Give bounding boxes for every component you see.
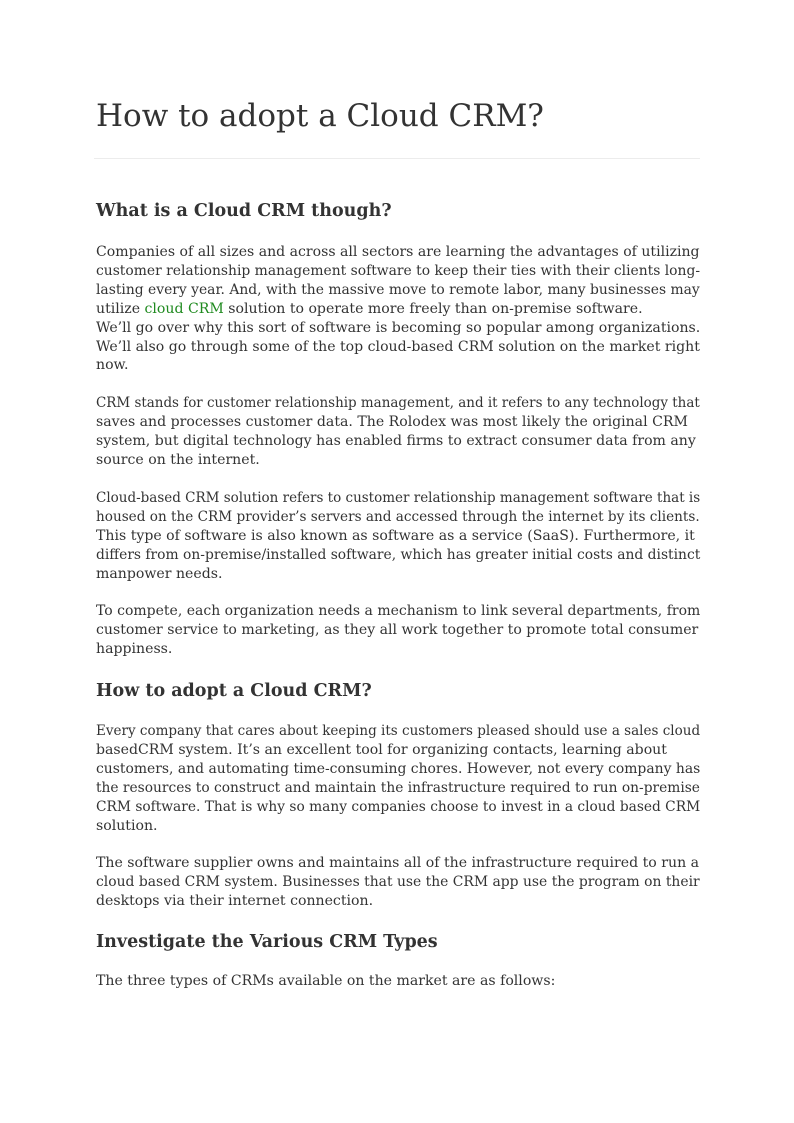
text-line [96, 300, 700, 319]
text-line: CRM stands for customer relationship management, and it refers to any technology that [96, 395, 700, 411]
paragraph [96, 972, 700, 991]
text-line: CRM software. That is why so many companies choose to invest in a cloud based CRM [96, 798, 701, 815]
text-line: customers, and automating time-consuming chores. However, not every company has [96, 760, 701, 777]
paragraph [96, 489, 700, 584]
text-line: customer relationship management software to keep their ties with their clients long- [96, 262, 701, 279]
text-line: source on the internet. [96, 451, 260, 468]
title-divider [94, 158, 700, 159]
cloud-crm-link[interactable]: cloud CRM [144, 300, 224, 317]
text-line: happiness. [96, 640, 173, 657]
text-fragment: utilize [96, 300, 141, 317]
text-line: cloud based CRM system. Businesses that use the CRM app use the program on their [96, 873, 700, 890]
text-line: basedCRM system. It’s an excellent tool for organizing contacts, learning about [96, 741, 667, 758]
section-heading-what-is-cloud-crm: What is a Cloud CRM though? [96, 201, 392, 221]
text-line: We’ll also go through some of the top cloud-based CRM solution on the market right [96, 338, 700, 355]
text-line: system, but digital technology has enabled firms to extract consumer data from any [96, 432, 696, 449]
text-line: This type of software is also known as software as a service (SaaS). Furthermore, it [96, 527, 695, 544]
text-line: differs from on-premise/installed software, which has greater initial costs and distinct [96, 546, 701, 563]
text-line: Companies of all sizes and across all sectors are learning the advantages of utilizing [96, 244, 700, 260]
section-heading-crm-types: Investigate the Various CRM Types [96, 932, 438, 952]
text-line: manpower needs. [96, 565, 223, 582]
text-line: customer service to marketing, as they all work together to promote total consumer [96, 621, 699, 638]
text-line: The software supplier owns and maintains all of the infrastructure required to run a [96, 855, 700, 871]
paragraph [96, 722, 700, 835]
text-line: lasting every year. And, with the massive move to remote labor, many businesses may [96, 281, 700, 298]
text-line: desktops via their internet connection. [96, 892, 374, 909]
section-heading-how-to-adopt: How to adopt a Cloud CRM? [96, 681, 372, 701]
text-line: the resources to construct and maintain the infrastructure required to run on-premise [96, 779, 700, 796]
text-line: solution. [96, 817, 158, 834]
paragraph [96, 394, 700, 470]
text-line: The three types of CRMs available on the market are as follows: [96, 973, 556, 989]
text-fragment: solution to operate more freely than on-premise software. [228, 300, 643, 317]
text-line: now. [96, 357, 129, 374]
paragraph [96, 854, 700, 911]
text-line: We’ll go over why this sort of software is becoming so popular among organizations. [96, 319, 701, 336]
text-line: saves and processes customer data. The Rolodex was most likely the original CRM [96, 413, 688, 430]
text-line: housed on the CRM provider’s servers and accessed through the internet by its clients. [96, 508, 700, 525]
text-line: Cloud-based CRM solution refers to customer relationship management software that is [96, 490, 701, 506]
paragraph [96, 602, 700, 659]
text-line: To compete, each organization needs a mechanism to link several departments, from [96, 603, 701, 619]
text-line: Every company that cares about keeping its customers pleased should use a sales cloud [96, 723, 701, 739]
page-title: How to adopt a Cloud CRM? [96, 98, 544, 134]
paragraph [96, 243, 700, 375]
